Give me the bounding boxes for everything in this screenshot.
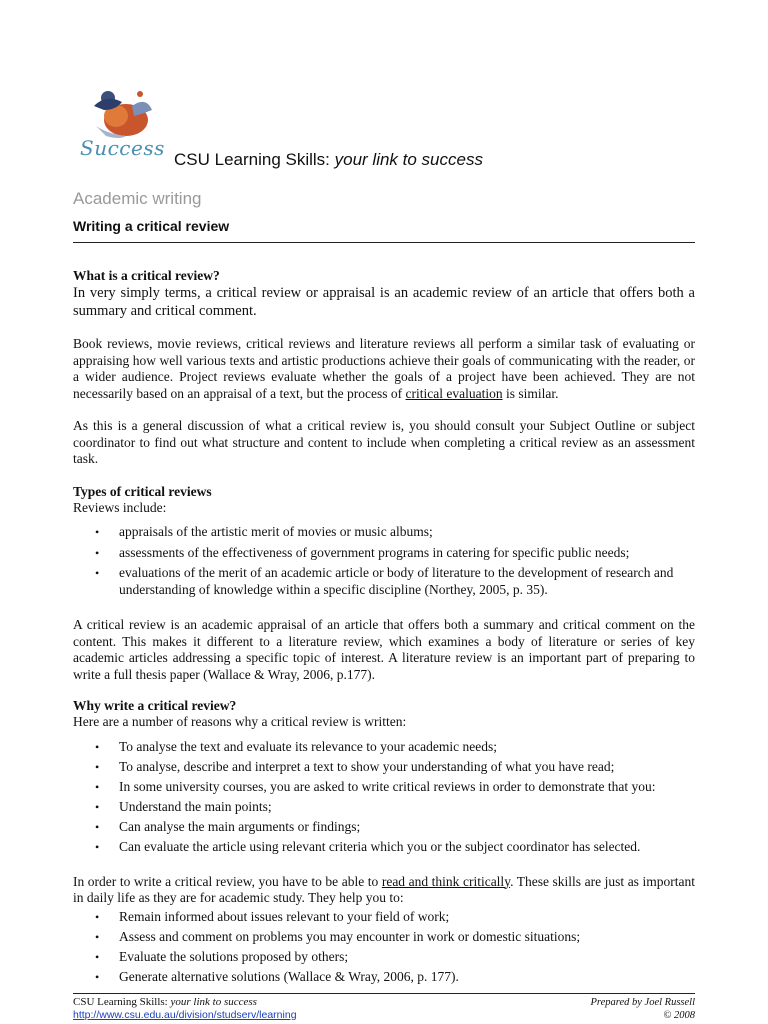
- intro-paragraph: In very simply terms, a critical review or appraisal is an academic review of an article that offers both a summary and critical comment.: [73, 285, 695, 319]
- list-item: [73, 949, 695, 966]
- bullet-icon: •: [95, 819, 100, 834]
- list-item-text: In some university courses, you are asked to write critical reviews in order to demonstrate that you:: [119, 778, 656, 794]
- footer-site-title: [73, 996, 297, 1009]
- document-body: [73, 268, 695, 989]
- bullet-icon: •: [95, 969, 100, 984]
- list-item: [73, 819, 695, 836]
- paragraph-read-think: [73, 874, 695, 907]
- list-item: [73, 759, 695, 776]
- list-item-text: Generate alternative solutions (Wallace & Wray, 2006, p. 177).: [119, 968, 459, 984]
- list-item-text: appraisals of the artistic merit of movies or music albums;: [119, 524, 433, 539]
- list-item-text: Remain informed about issues relevant to your field of work;: [119, 908, 450, 924]
- site-title-plain: CSU Learning Skills:: [174, 150, 335, 169]
- link-read-think-critically[interactable]: read and think critically: [381, 873, 511, 889]
- paragraph-consult-outline: As this is a general discussion of what a critical review is, you should consult your Subject Outline or subject coordinator to find out what structure and content to include when completing a critical review as an assessment task.: [73, 418, 695, 466]
- reasons-list: [73, 739, 695, 856]
- list-item: [73, 839, 695, 856]
- heading-why: Why write a critical review?: [73, 698, 237, 713]
- bullet-icon: •: [95, 839, 100, 854]
- footer-left: [73, 996, 297, 1022]
- list-item-text: evaluations of the merit of an academic article or body of literature to the development of research and understanding of knowledge within a specific discipline (Northey, 2005, p. 35).: [119, 565, 674, 597]
- skills-list: [73, 909, 695, 986]
- footer-title-plain: CSU Learning Skills:: [73, 996, 171, 1008]
- list-item: [73, 779, 695, 796]
- paragraph-text: . These skills are just as important in daily life as they are for academic study. They help you to:: [73, 873, 695, 905]
- bullet-icon: •: [95, 929, 100, 944]
- footer-url-link[interactable]: http://www.csu.edu.au/division/studserv/learning: [73, 1009, 297, 1021]
- site-title: [174, 150, 483, 170]
- list-item: [73, 969, 695, 986]
- document-title: Writing a critical review: [73, 218, 230, 234]
- bullet-icon: •: [95, 779, 100, 794]
- list-item: [73, 799, 695, 816]
- list-item-text: Understand the main points;: [119, 798, 272, 814]
- footer-title-tagline: your link to success: [170, 996, 257, 1008]
- paragraph-critical-vs-literature: A critical review is an academic appraisal of an article that offers both a summary and critical comment on the content. This makes it different to a literature review, which examines a body of literature or series of key academic articles addressing a specific topic of interest. A literature review is an important part of preparing to write a full thesis paper (Wallace & Wray, 2006, p.177).: [73, 617, 695, 682]
- bullet-icon: •: [95, 799, 100, 814]
- list-item-text: To analyse the text and evaluate its relevance to your academic needs;: [119, 738, 498, 754]
- bullet-icon: •: [95, 566, 100, 580]
- bullet-icon: •: [95, 545, 100, 560]
- list-item-text: Can evaluate the article using relevant criteria which you or the subject coordinator has selected.: [119, 838, 641, 854]
- list-item-text: Can analyse the main arguments or findings;: [119, 818, 361, 834]
- paragraph-text: Book reviews, movie reviews, critical reviews and literature reviews all perform a similar task of evaluating or appraising how well various texts and artistic productions achieve their goals of communicating with the reader, or a wider audience. Project reviews evaluate whether the goals of a project have been achieved. They are not necessarily based on an appraisal of a text, but the process of: [73, 336, 695, 401]
- list-item: [73, 739, 695, 756]
- bullet-icon: •: [95, 525, 100, 539]
- list-item-text: Evaluate the solutions proposed by others;: [119, 948, 349, 964]
- list-item-text: Assess and comment on problems you may encounter in work or domestic situations;: [119, 928, 581, 944]
- heading-types: Types of critical reviews: [73, 483, 212, 499]
- heading-what-is: What is a critical review?: [73, 268, 220, 283]
- list-item-text: To analyse, describe and interpret a text to show your understanding of what you have read;: [119, 758, 615, 774]
- list-item: [73, 545, 695, 562]
- bullet-icon: •: [95, 759, 100, 774]
- list-item: [73, 909, 695, 926]
- bullet-icon: •: [95, 739, 100, 754]
- list-item: [73, 524, 695, 541]
- bullet-icon: •: [95, 949, 100, 964]
- paragraph-review-types-overview: [73, 336, 695, 402]
- paragraph-text: In order to write a critical review, you have to be able to: [73, 873, 382, 889]
- link-critical-evaluation[interactable]: critical evaluation: [405, 385, 503, 401]
- logo-wordmark: Success: [80, 136, 165, 160]
- list-item: [73, 565, 695, 598]
- success-logo: [76, 76, 168, 168]
- footer-right: [591, 996, 695, 1022]
- list-item: [73, 929, 695, 946]
- section-label: Academic writing: [73, 189, 202, 208]
- footer-copyright: © 2008: [663, 1010, 695, 1021]
- why-intro: Here are a number of reasons why a critical review is written:: [73, 714, 407, 729]
- bullet-icon: •: [95, 909, 100, 924]
- paragraph-text: is similar.: [502, 385, 559, 401]
- list-item-text: assessments of the effectiveness of government programs in catering for specific public needs;: [119, 544, 630, 560]
- title-divider: [73, 242, 695, 243]
- footer-divider: [73, 993, 695, 994]
- footer-author: Prepared by Joel Russell: [590, 997, 695, 1008]
- site-title-tagline: your link to success: [334, 150, 483, 169]
- types-list: [73, 524, 695, 598]
- types-intro: Reviews include:: [73, 499, 167, 515]
